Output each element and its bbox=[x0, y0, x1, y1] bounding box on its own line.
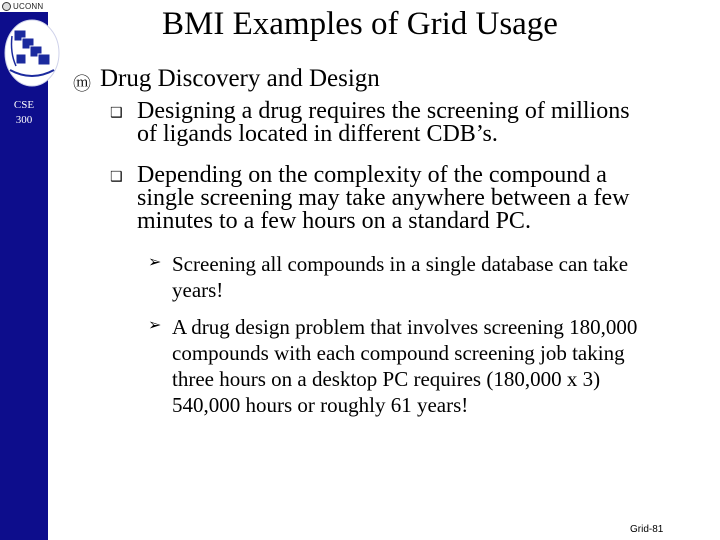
course-code-line2: 300 bbox=[15, 114, 33, 126]
course-code-line1: CSE bbox=[13, 99, 35, 111]
bullet-text bbox=[137, 164, 717, 233]
text-line: of ligands located in different CDB’s. bbox=[137, 121, 498, 147]
text-line: three hours on a desktop PC requires (180,000 x 3) bbox=[172, 367, 601, 391]
square-bullet-icon: ❑ bbox=[110, 105, 123, 121]
arrow-bullet-icon: ➢ bbox=[148, 252, 162, 271]
text-line: single screening may take anywhere between a few bbox=[137, 185, 630, 211]
text-line: A drug design problem that involves screening 180,000 bbox=[172, 315, 638, 339]
text-line: Designing a drug requires the screening of millions bbox=[137, 98, 630, 124]
text-line: Depending on the complexity of the compound a bbox=[137, 162, 607, 188]
slide-title: BMI Examples of Grid Usage bbox=[162, 6, 558, 42]
text-line: compounds with each compound screening job taking bbox=[172, 341, 625, 365]
text-line: years! bbox=[172, 278, 224, 302]
university-name: UCONN bbox=[13, 1, 44, 11]
grid-logo-icon bbox=[2, 16, 62, 90]
arrow-bullet-icon: ➢ bbox=[148, 315, 162, 334]
text-line: Screening all compounds in a single database can take bbox=[172, 252, 629, 276]
university-seal-icon bbox=[2, 2, 11, 11]
text-line: 540,000 hours or roughly 61 years! bbox=[172, 393, 469, 417]
sub-bullet-text bbox=[172, 251, 712, 303]
bullet-text bbox=[137, 100, 717, 146]
sub-bullet-text bbox=[172, 314, 712, 418]
uconn-header bbox=[0, 0, 62, 12]
m-bullet-icon: ⓜ bbox=[73, 74, 91, 95]
course-code bbox=[0, 98, 48, 128]
text-line: minutes to a few hours on a standard PC. bbox=[137, 208, 531, 234]
square-bullet-icon: ❑ bbox=[110, 169, 123, 185]
slide-number: Grid-81 bbox=[630, 524, 664, 535]
main-heading: Drug Discovery and Design bbox=[100, 65, 380, 92]
